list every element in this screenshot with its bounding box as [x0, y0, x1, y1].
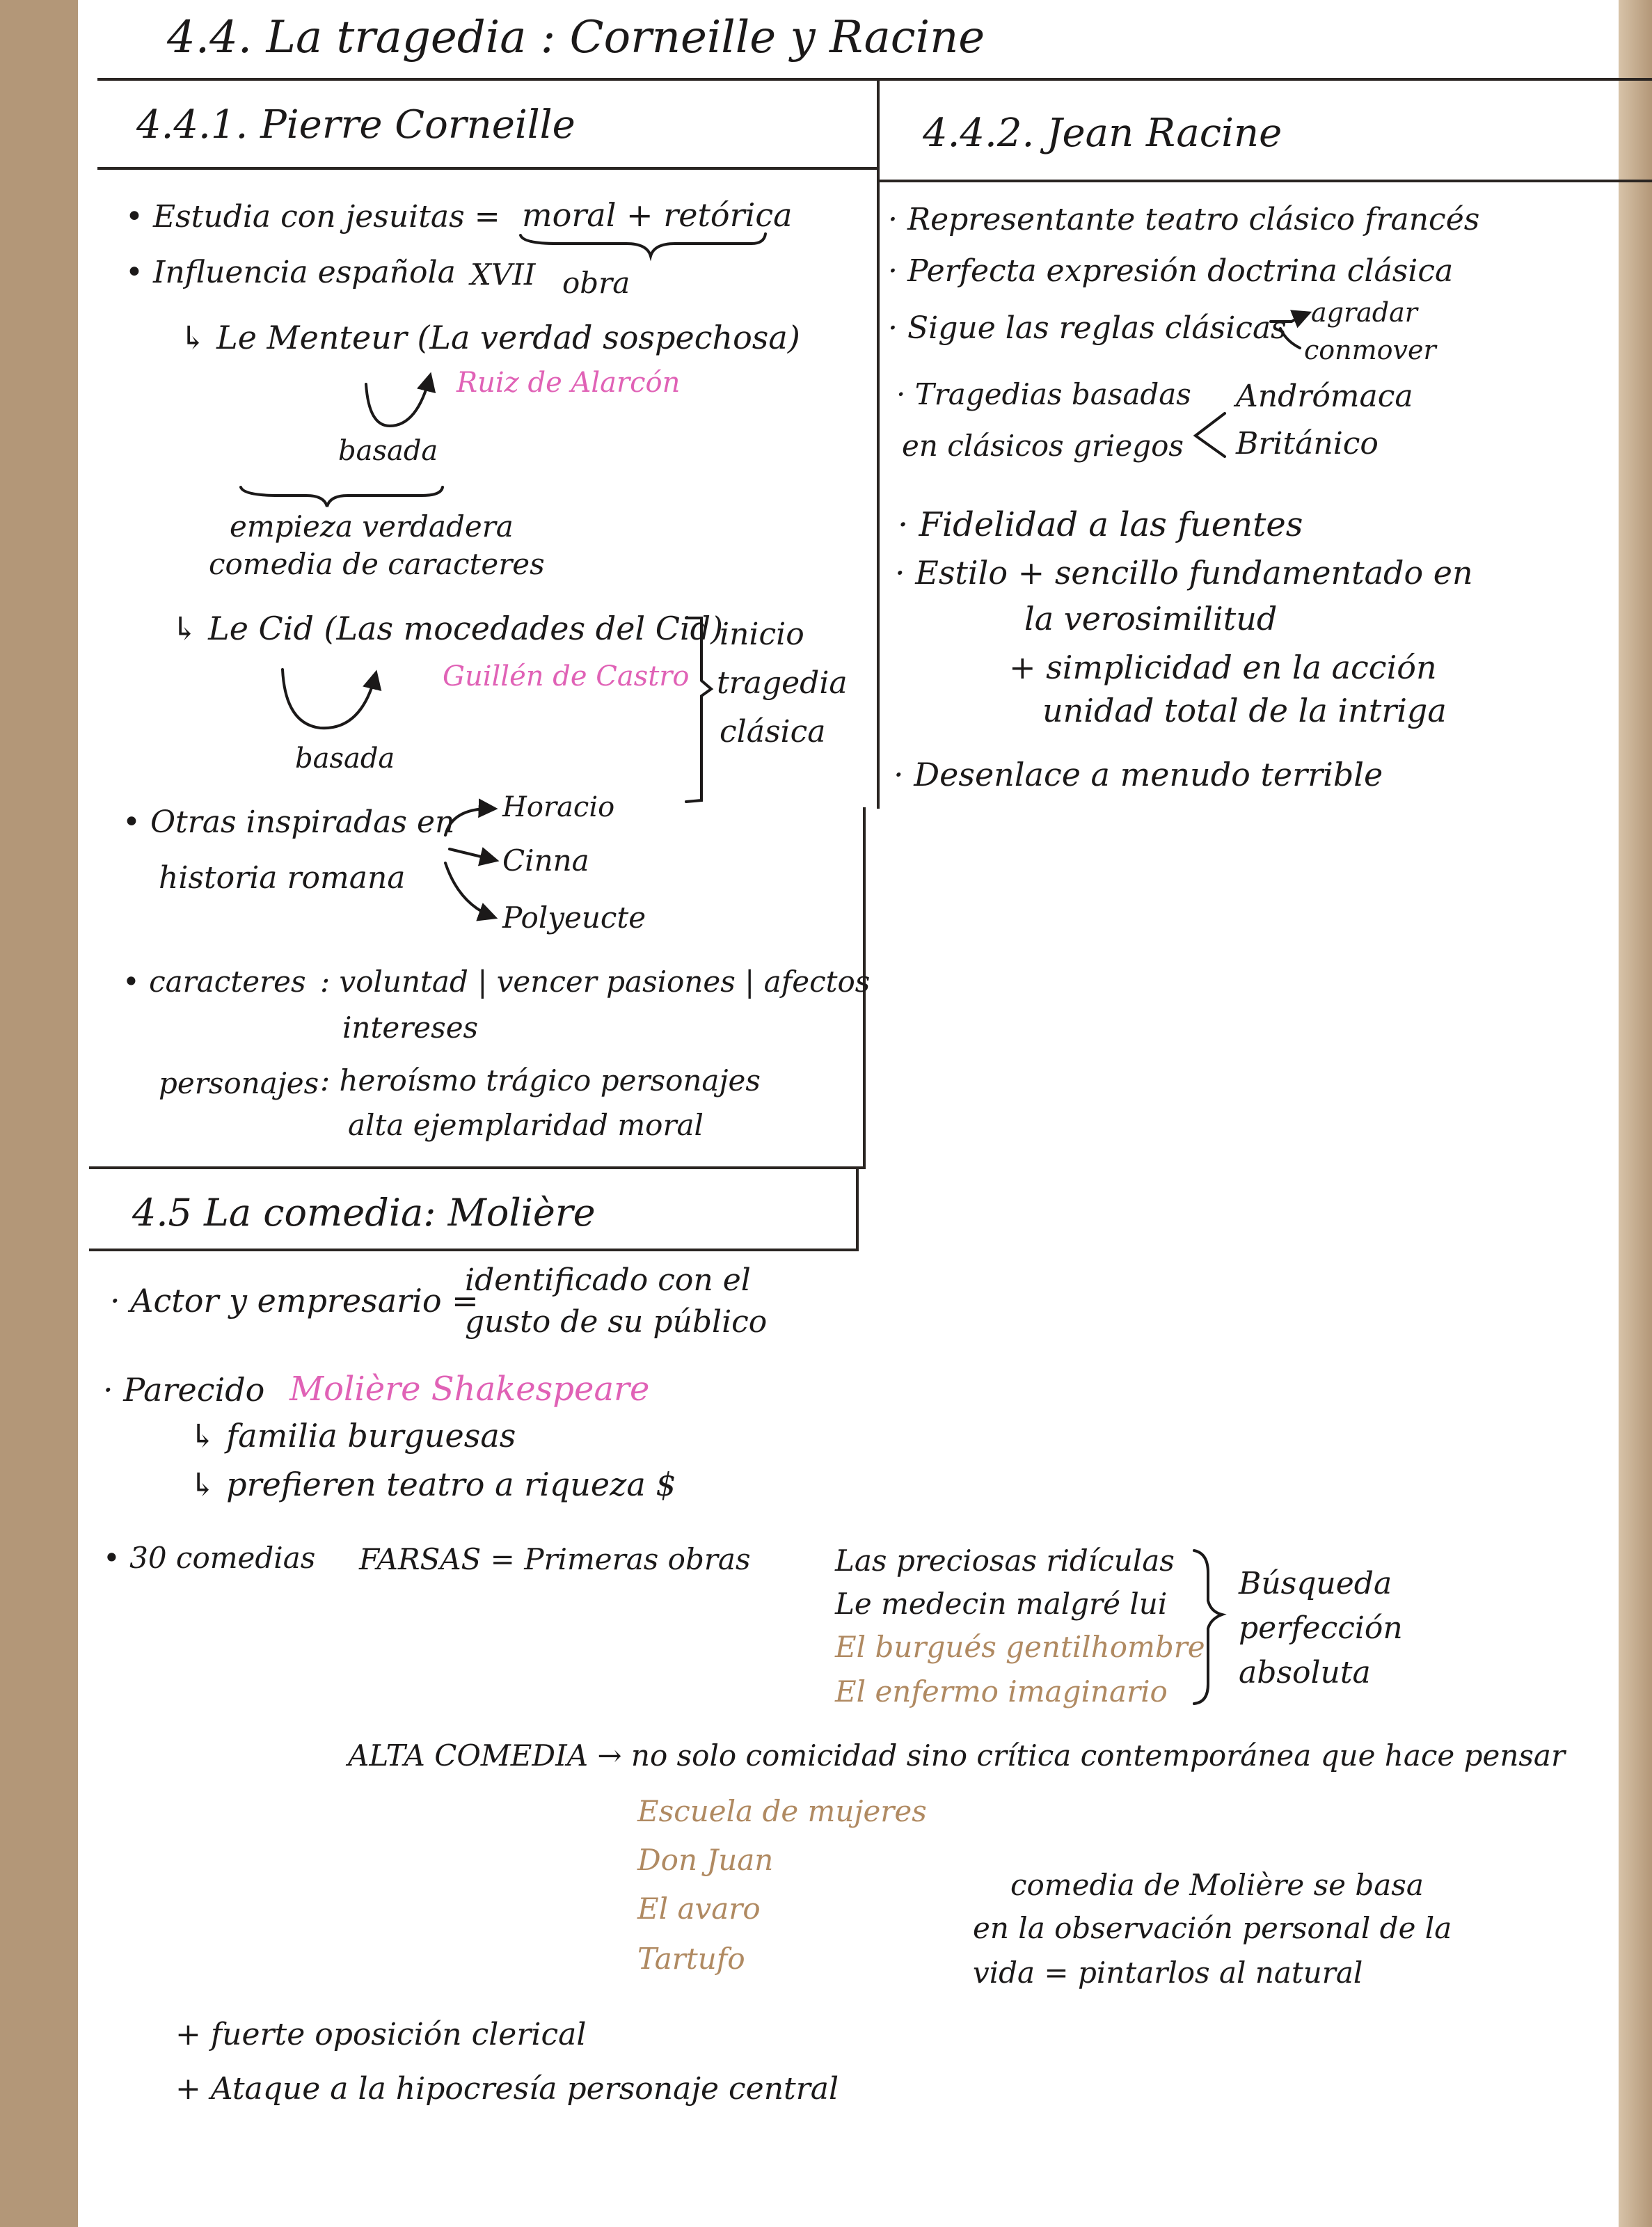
corneille-caracteres-label: • caracteres: [122, 965, 306, 999]
busqueda-1: Búsqueda: [1239, 1566, 1392, 1601]
branch-conmover: [1280, 328, 1300, 348]
corneille-comedia-1: empieza verdadera: [230, 509, 514, 544]
racine-estilo-3: + simplicidad en la acción: [1009, 649, 1437, 686]
corneille-comedia-2: comedia de caracteres: [209, 547, 545, 581]
racine-fidelidad: · Fidelidad a las fuentes: [898, 505, 1303, 544]
corneille-le-cid: ↳ Le Cid (Las mocedades del Cid): [171, 610, 724, 647]
corneille-personajes-label: personajes: [159, 1066, 319, 1100]
brace-moral-retorica: [521, 234, 765, 256]
farsa-medecin: Le medecin malgré lui: [835, 1587, 1168, 1621]
racine-estilo-1: · Estilo + sencillo fundamentado en: [895, 554, 1473, 592]
corneille-xvii: XVII: [470, 257, 536, 292]
farsa-preciosas: Las preciosas ridículas: [835, 1544, 1175, 1578]
brace-inicio-tragedia: [686, 618, 711, 802]
roman-work-horacio: Horacio: [502, 791, 615, 823]
corneille-otras-1: • Otras inspiradas en: [122, 805, 455, 840]
racine-work-andromaca: Andrómaca: [1236, 379, 1413, 414]
alta-obra-avaro: El avaro: [637, 1892, 761, 1926]
corneille-caracteres-1: : voluntad | vencer pasiones | afectos: [320, 965, 871, 999]
corneille-heading: 4.4.1. Pierre Corneille: [136, 102, 575, 148]
arrow-horacio: [445, 809, 494, 835]
corneille-personajes-2: alta ejemplaridad moral: [348, 1108, 704, 1142]
racine-work-britanico: Británico: [1236, 426, 1379, 461]
moliere-alta-comedia: ALTA COMEDIA → no solo comicidad sino crítica contemporánea que hace pensar: [348, 1738, 1566, 1773]
moliere-parecido: · Parecido: [103, 1371, 265, 1409]
racine-agradar: agradar: [1311, 297, 1417, 328]
arrow-cinna: [450, 849, 495, 860]
corneille-personajes-1: : heroísmo trágico personajes: [320, 1063, 761, 1097]
racine-conmover: conmover: [1304, 335, 1436, 365]
moliere-30-comedias: • 30 comedias: [103, 1541, 316, 1575]
racine-tragedias-2: en clásicos griegos: [902, 429, 1184, 463]
corneille-menteur-basada: basada: [338, 435, 438, 467]
corneille-cid-basada: basada: [295, 743, 395, 775]
moliere-actor: · Actor y empresario =: [110, 1282, 479, 1319]
moliere-oposicion: + fuerte oposición clerical: [175, 2017, 587, 2052]
racine-line-reglas: · Sigue las reglas clásicas: [888, 310, 1287, 346]
page-title: 4.4. La tragedia : Corneille y Racine: [167, 12, 985, 63]
farsa-burgues: El burgués gentilhombre: [835, 1630, 1205, 1664]
arrow-menteur-basada: [366, 376, 430, 426]
racine-tragedias-1: · Tragedias basadas: [896, 377, 1191, 411]
corneille-cid-source: Guillén de Castro: [443, 660, 690, 692]
branch-agradar: [1271, 313, 1308, 322]
corneille-obra: obra: [562, 266, 630, 300]
racine-line-perfecta: · Perfecta expresión doctrina clásica: [888, 253, 1454, 289]
arrow-polyeucte: [445, 863, 494, 917]
brace-farsas: [1194, 1551, 1222, 1704]
corneille-otras-2: historia romana: [159, 860, 406, 896]
alta-obra-don-juan: Don Juan: [637, 1843, 774, 1877]
roman-work-cinna: Cinna: [502, 843, 589, 878]
moliere-hipocresia: + Ataque a la hipocresía personaje central: [175, 2071, 839, 2107]
moliere-parecido-names: Molière Shakespeare: [289, 1370, 650, 1409]
busqueda-3: absoluta: [1239, 1655, 1371, 1690]
alta-obra-tartufo: Tartufo: [637, 1942, 745, 1976]
moliere-prefieren: ↳ prefieren teatro a riqueza $: [189, 1466, 676, 1503]
roman-work-polyeucte: Polyeucte: [502, 901, 646, 935]
arrow-cid-basada: [283, 669, 376, 728]
moliere-gusto: gusto de su público: [465, 1304, 768, 1340]
corneille-inicio-3: clásica: [720, 714, 826, 750]
racine-heading: 4.4.2. Jean Racine: [923, 111, 1282, 156]
racine-desenlace: · Desenlace a menudo terrible: [893, 756, 1383, 793]
corneille-inicio-2: tragedia: [717, 665, 848, 701]
farsa-enfermo: El enfermo imaginario: [835, 1674, 1168, 1709]
moliere-farsas: FARSAS = Primeras obras: [359, 1542, 751, 1576]
corneille-line-jesuitas: • Estudia con jesuitas =: [125, 199, 500, 235]
corneille-le-menteur: ↳ Le Menteur (La verdad sospechosa): [180, 319, 800, 356]
moliere-observacion-1: comedia de Molière se basa: [1010, 1868, 1424, 1902]
alta-obra-escuela: Escuela de mujeres: [637, 1794, 927, 1828]
racine-line-representante: · Representante teatro clásico francés: [888, 202, 1480, 237]
racine-estilo-4: unidad total de la intriga: [1042, 692, 1447, 729]
corneille-moral-retorica: moral + retórica: [522, 196, 793, 234]
corneille-menteur-source: Ruiz de Alarcón: [456, 367, 681, 399]
racine-estilo-2: la verosimilitud: [1024, 600, 1278, 637]
corneille-inicio-1: inicio: [720, 617, 804, 652]
corneille-line-influencia: • Influencia española: [125, 255, 456, 290]
corneille-caracteres-2: intereses: [342, 1011, 479, 1045]
moliere-observacion-3: vida = pintarlos al natural: [973, 1956, 1363, 1990]
moliere-identificado: identificado con el: [465, 1262, 751, 1298]
moliere-observacion-2: en la observación personal de la: [973, 1911, 1452, 1945]
busqueda-2: perfección: [1239, 1610, 1403, 1646]
moliere-heading: 4.5 La comedia: Molière: [132, 1191, 596, 1235]
brace-comedia-caracteres: [241, 487, 443, 507]
bracket-racine-works: [1196, 413, 1225, 457]
moliere-familia: ↳ familia burguesas: [189, 1417, 516, 1455]
